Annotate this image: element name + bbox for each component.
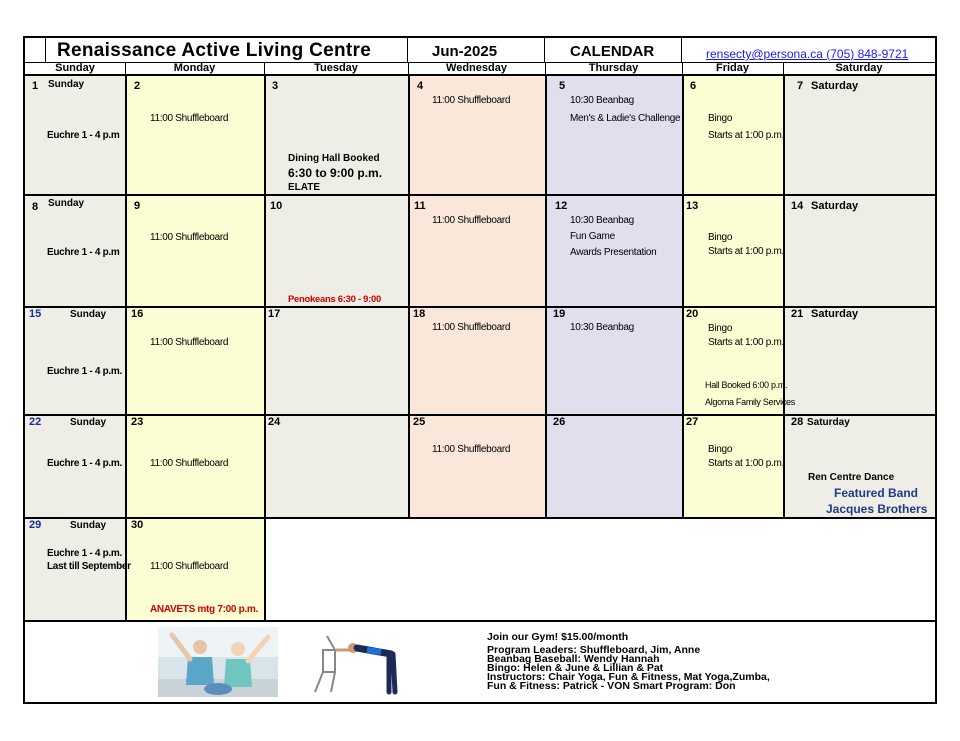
- event-text: 11:00 Shuffleboard: [432, 322, 511, 333]
- date-number: 10: [270, 200, 283, 212]
- event-text: Featured Band: [834, 486, 919, 500]
- date-number: 30: [131, 519, 144, 531]
- event-text: Starts at 1:00 p.m.: [708, 337, 785, 348]
- date-number: 16: [131, 308, 144, 320]
- day-name-saturday: Saturday: [835, 62, 883, 74]
- event-text: 11:00 Shuffleboard: [432, 95, 511, 106]
- event-text: Ren Centre Dance: [808, 472, 895, 483]
- day-name-divider: [408, 62, 409, 74]
- footer-line: Bingo: Helen & June & Lillian & Pat: [487, 662, 664, 674]
- event-text: Starts at 1:00 p.m.: [708, 130, 785, 141]
- date-number: 5: [559, 80, 566, 92]
- header-divider: [407, 38, 408, 62]
- event-text: Starts at 1:00 p.m.: [708, 246, 785, 257]
- header-divider: [45, 38, 46, 62]
- day-name-monday: Monday: [173, 62, 216, 74]
- day-cell-21[interactable]: [783, 306, 937, 416]
- footer-line: Fun & Fitness: Patrick - VON Smart Program: Don: [487, 680, 736, 692]
- event-text: 10:30 Beanbag: [570, 215, 634, 226]
- date-number: 29: [29, 519, 42, 531]
- event-text: Bingo: [708, 113, 733, 124]
- event-text: Penokeans 6:30 - 9:00: [288, 294, 381, 305]
- day-name-divider: [783, 62, 784, 74]
- date-number: 25: [413, 416, 426, 428]
- event-text: Euchre 1 - 4 p.m.: [47, 458, 122, 469]
- event-text: 10:30 Beanbag: [570, 322, 634, 333]
- day-cell-14[interactable]: [783, 194, 937, 308]
- contact-link[interactable]: rensecty@persona.ca (705) 848-9721: [706, 47, 909, 61]
- date-number: 27: [686, 416, 699, 428]
- footer-line: Beanbag Baseball: Wendy Hannah: [487, 653, 660, 665]
- day-name-divider: [125, 62, 126, 74]
- date-number: 13: [686, 200, 699, 212]
- date-number: 21: [791, 308, 804, 320]
- event-text: Euchre 1 - 4 p.m: [47, 130, 120, 141]
- day-cell-25[interactable]: [408, 414, 547, 519]
- event-text: 10:30 Beanbag: [570, 95, 634, 106]
- date-number: 24: [268, 416, 281, 428]
- date-number: 22: [29, 416, 42, 428]
- calendar-label: CALENDAR: [570, 43, 655, 60]
- page-title: Renaissance Active Living Centre: [57, 40, 372, 61]
- date-number: 12: [555, 200, 568, 212]
- event-text: 11:00 Shuffleboard: [432, 444, 511, 455]
- event-text: Algoma Family Services: [705, 397, 795, 407]
- event-text: Bingo: [708, 232, 733, 243]
- event-text: Hall Booked 6:00 p.m.: [705, 380, 788, 390]
- day-cell-26[interactable]: [545, 414, 684, 519]
- date-number: 23: [131, 416, 144, 428]
- day-cell-16[interactable]: [125, 306, 266, 416]
- day-name-tuesday: Tuesday: [314, 62, 358, 74]
- event-text: Jacques Brothers: [826, 502, 928, 516]
- day-cell-24[interactable]: [264, 414, 410, 519]
- date-number: 14: [791, 200, 804, 212]
- event-text: Euchre 1 - 4 p.m.: [47, 548, 122, 559]
- day-cell-17[interactable]: [264, 306, 410, 416]
- day-cell-5[interactable]: [545, 74, 684, 196]
- day-cell-10[interactable]: [264, 194, 410, 308]
- footer-line: Instructors: Chair Yoga, Fun & Fitness, Mat Yoga,Zumba,: [487, 671, 770, 683]
- day-name-divider: [682, 62, 683, 74]
- day-name-wednesday: Wednesday: [446, 62, 507, 74]
- day-name-divider: [264, 62, 265, 74]
- event-text: Starts at 1:00 p.m.: [708, 458, 785, 469]
- day-label: Saturday: [811, 308, 859, 320]
- seniors-exercise-photo: [158, 627, 278, 697]
- day-label: Sunday: [70, 309, 107, 320]
- day-label: Sunday: [70, 417, 107, 428]
- date-number: 2: [134, 80, 141, 92]
- day-label: Saturday: [807, 417, 850, 428]
- day-label: Saturday: [811, 80, 859, 92]
- header-divider: [544, 38, 545, 62]
- date-number: 18: [413, 308, 426, 320]
- date-number: 17: [268, 308, 281, 320]
- day-label: Sunday: [48, 198, 85, 209]
- event-text: 11:00 Shuffleboard: [150, 232, 229, 243]
- event-text: Bingo: [708, 323, 733, 334]
- event-text: 11:00 Shuffleboard: [150, 561, 229, 572]
- date-number: 11: [414, 200, 426, 212]
- date-number: 28: [791, 416, 804, 428]
- event-text: 11:00 Shuffleboard: [150, 337, 229, 348]
- date-number: 15: [29, 308, 42, 320]
- footer-line: Program Leaders: Shuffleboard, Jim, Anne: [487, 644, 701, 656]
- event-text: 6:30 to 9:00 p.m.: [288, 166, 383, 180]
- day-cell-9[interactable]: [125, 194, 266, 308]
- event-text: ELATE: [288, 182, 321, 193]
- day-label: Saturday: [811, 200, 859, 212]
- event-text: Bingo: [708, 444, 733, 455]
- date-number: 4: [417, 80, 424, 92]
- event-text: Fun Game: [570, 231, 615, 242]
- date-number: 8: [32, 201, 39, 213]
- day-name-sunday: Sunday: [55, 62, 95, 74]
- footer-line: Join our Gym! $15.00/month: [487, 631, 629, 643]
- day-name-thursday: Thursday: [588, 62, 639, 74]
- event-text: 11:00 Shuffleboard: [150, 113, 229, 124]
- date-number: 1: [32, 80, 39, 92]
- event-text: 11:00 Shuffleboard: [432, 215, 511, 226]
- date-number: 20: [686, 308, 699, 320]
- day-cell-2[interactable]: [125, 74, 266, 196]
- chair-yoga-photo: [305, 628, 407, 696]
- day-cell-4[interactable]: [408, 74, 547, 196]
- date-number: 19: [553, 308, 566, 320]
- day-label: Sunday: [48, 79, 85, 90]
- day-cell-15[interactable]: [23, 306, 127, 416]
- month-label: Jun-2025: [432, 43, 498, 60]
- event-text: Euchre 1 - 4 p.m.: [47, 366, 122, 377]
- event-text: Awards Presentation: [570, 247, 657, 258]
- day-name-divider: [545, 62, 546, 74]
- header-divider: [681, 38, 682, 62]
- day-name-friday: Friday: [715, 62, 749, 74]
- event-text: 11:00 Shuffleboard: [150, 458, 229, 469]
- event-text: ANAVETS mtg 7:00 p.m.: [150, 604, 258, 615]
- event-text: Dining Hall Booked: [288, 153, 380, 164]
- date-number: 6: [690, 80, 697, 92]
- event-text: Men's & Ladie's Challenge: [570, 113, 681, 124]
- date-number: 7: [797, 80, 804, 92]
- event-text: Euchre 1 - 4 p.m: [47, 247, 120, 258]
- date-number: 26: [553, 416, 566, 428]
- event-text: Last till September: [47, 561, 131, 572]
- date-number: 3: [272, 80, 279, 92]
- day-cell-7[interactable]: [783, 74, 937, 196]
- day-label: Sunday: [70, 520, 107, 531]
- date-number: 9: [134, 200, 141, 212]
- day-cell-11[interactable]: [408, 194, 547, 308]
